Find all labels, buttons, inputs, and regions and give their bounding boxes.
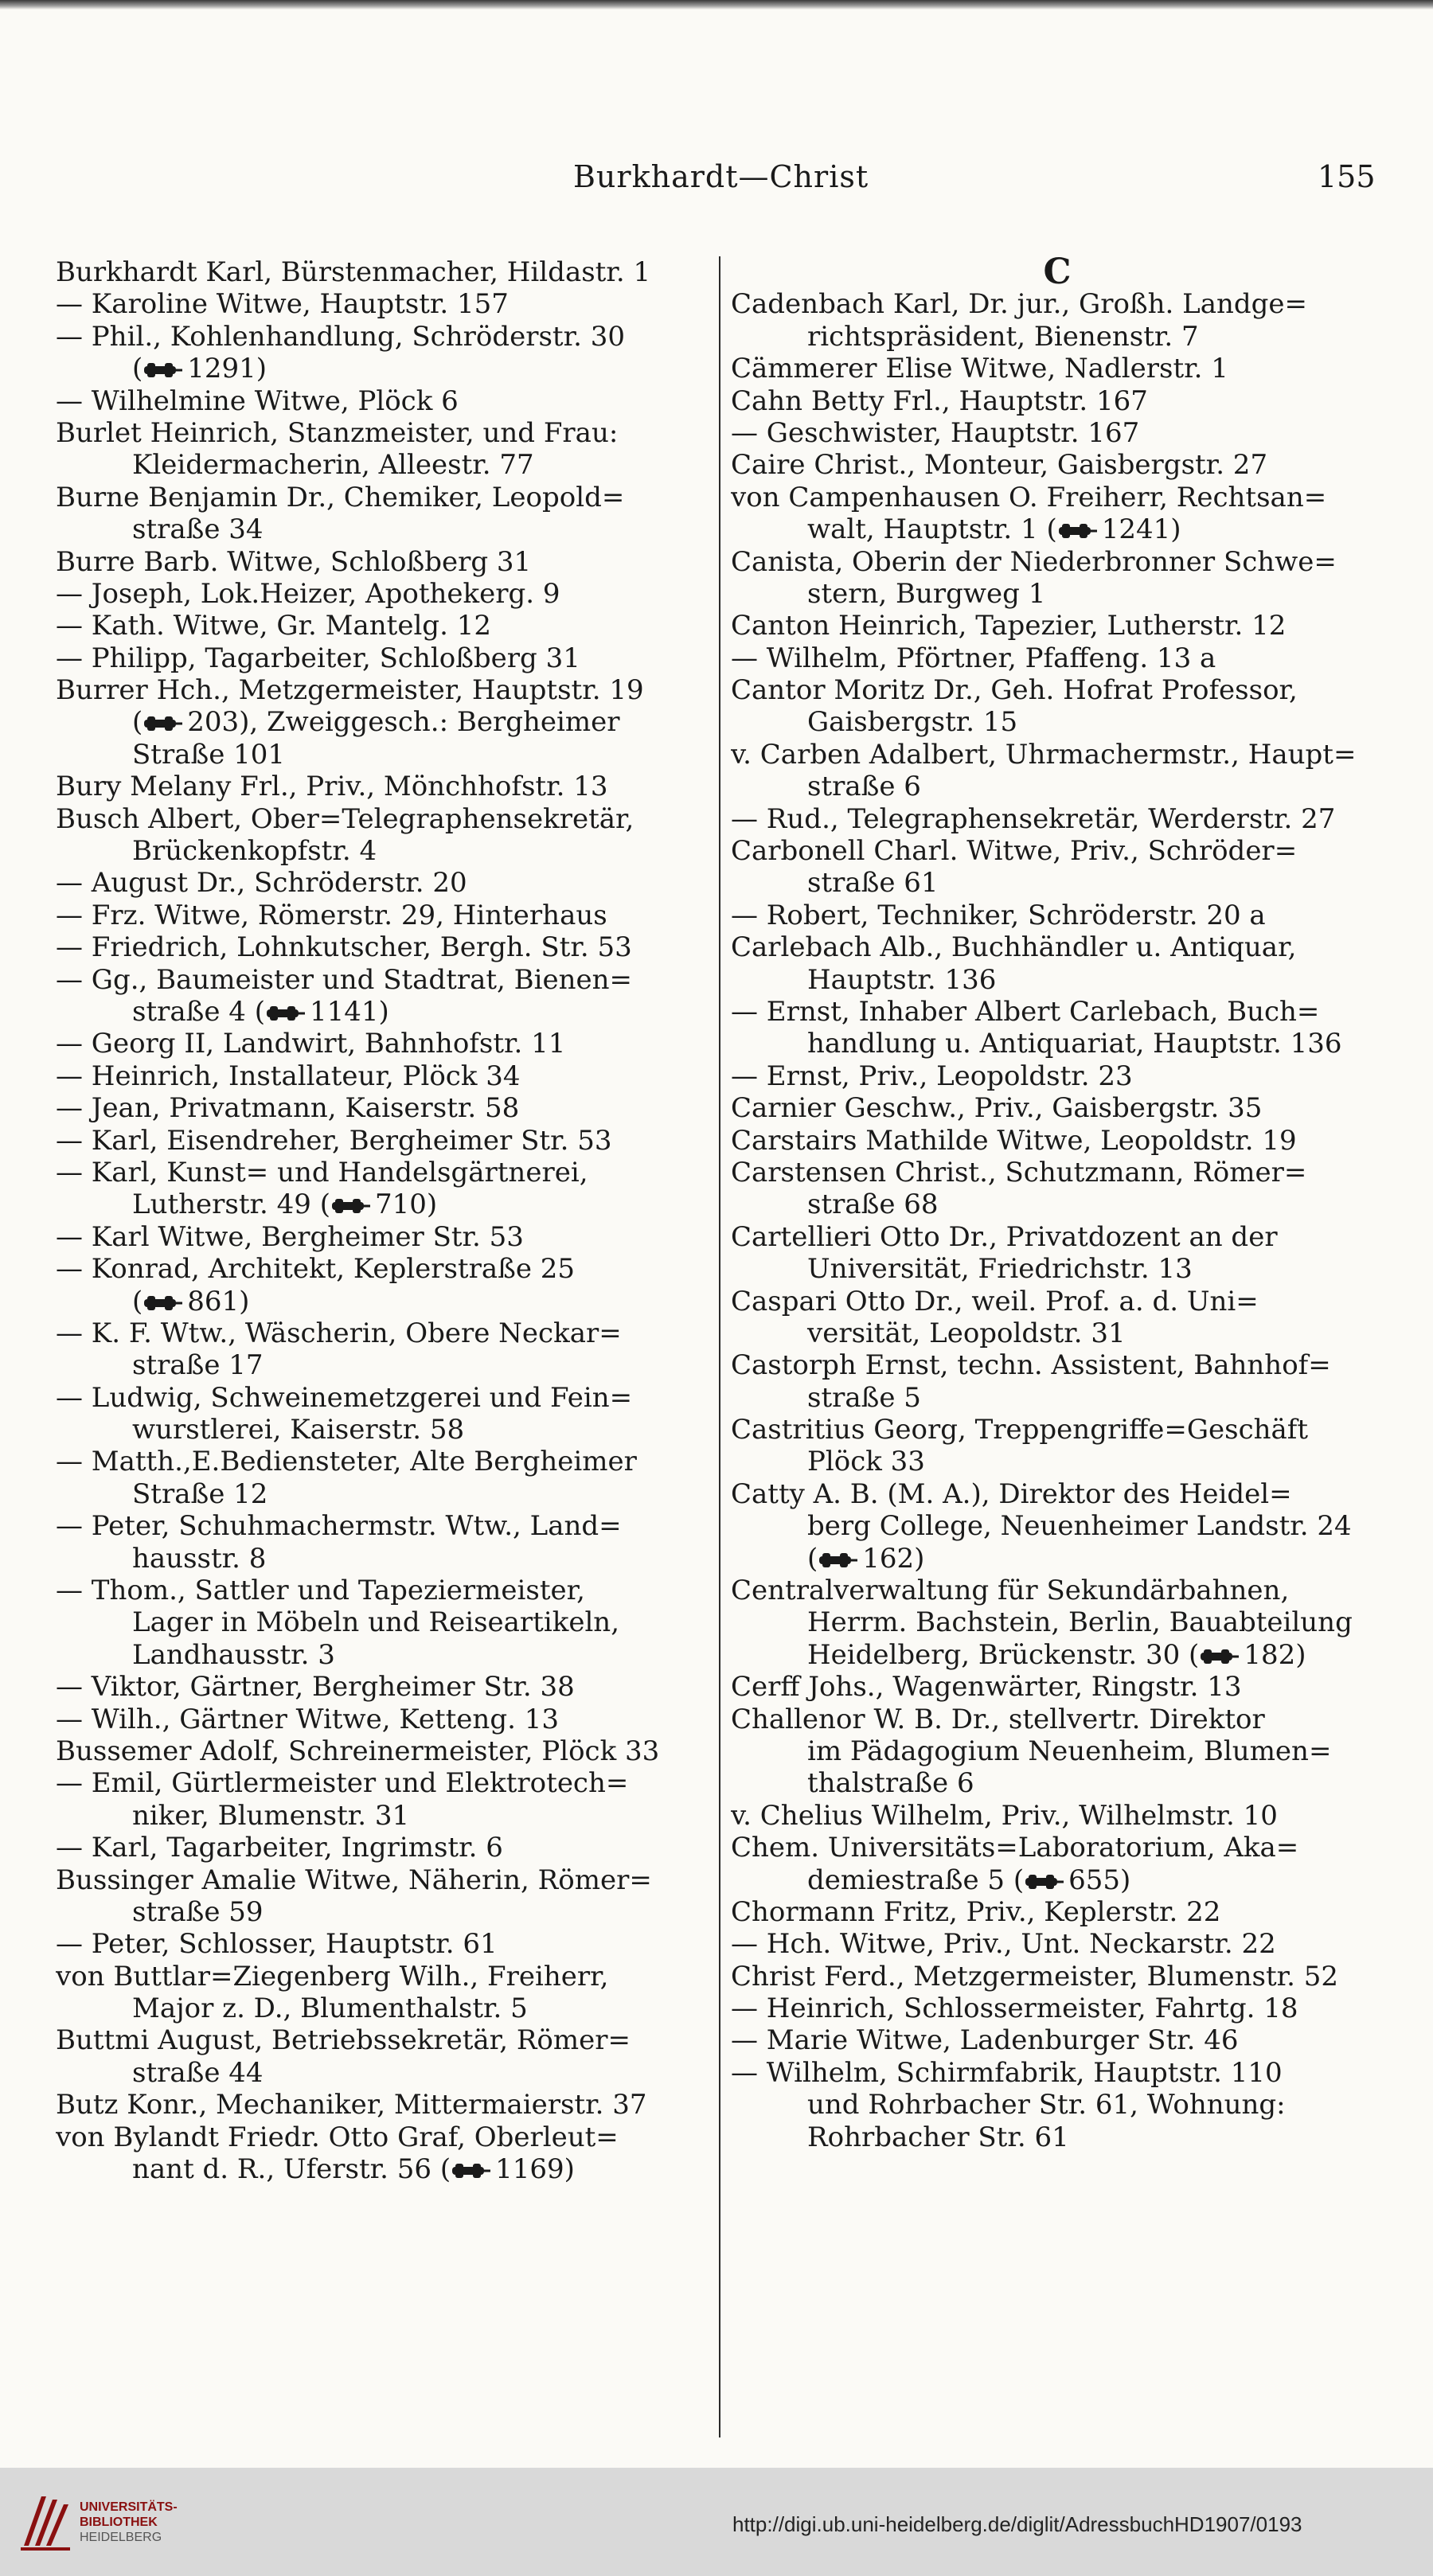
directory-entry-line — [56, 1157, 701, 1188]
directory-entry-line — [56, 1382, 701, 1414]
left-column — [56, 256, 701, 2185]
entry-text: Burlet Heinrich, Stanzmeister, und Frau: — [56, 416, 619, 449]
directory-entry-line — [56, 1349, 701, 1381]
entry-text: Lutherstr. 49 ( 710) — [132, 1188, 438, 1221]
entry-text: Busch Albert, Ober=Telegraphensekretär, — [56, 802, 635, 835]
directory-entry-line — [56, 1221, 701, 1253]
directory-entry-line — [731, 1446, 1384, 1477]
telephone-receiver-icon — [265, 1005, 307, 1022]
directory-entry-line — [731, 321, 1384, 353]
entry-text: Hauptstr. 136 — [807, 963, 997, 996]
entry-text: Canton Heinrich, Tapezier, Lutherstr. 12 — [731, 610, 1287, 642]
entry-text: von Campenhausen O. Freiherr, Rechtsan= — [731, 481, 1327, 513]
directory-entry-line — [731, 2024, 1384, 2056]
directory-entry-line — [56, 2057, 701, 2089]
directory-entry-line — [731, 1832, 1384, 1864]
entry-text: Carstairs Mathilde Witwe, Leopoldstr. 19 — [731, 1124, 1297, 1157]
directory-entry-line — [56, 1928, 701, 1960]
directory-entry-line — [731, 1800, 1384, 1832]
entry-text: Catty A. B. (M. A.), Direktor des Heidel= — [731, 1477, 1292, 1510]
entry-text: Lager in Möbeln und Reiseartikeln, — [132, 1606, 620, 1639]
entry-text: Canista, Oberin der Niederbronner Schwe= — [731, 545, 1337, 578]
entry-text: hausstr. 8 — [132, 1542, 267, 1575]
directory-entry-line — [731, 867, 1384, 899]
directory-entry-line: ( 162) — [807, 1542, 925, 1575]
entry-text: C — [1043, 256, 1072, 289]
entry-text: — Ernst, Inhaber Albert Carlebach, Buch= — [731, 995, 1320, 1028]
entry-text: — Matth.,E.Bediensteter, Alte Bergheimer — [56, 1446, 637, 1478]
entry-text: straße 44 — [132, 2056, 264, 2089]
directory-entry-line — [731, 1349, 1384, 1381]
entry-text: Brückenkopfstr. 4 — [132, 835, 377, 868]
entry-text: — Konrad, Architekt, Keplerstraße 25 — [56, 1253, 576, 1286]
entry-text: Heidelberg, Brückenstr. 30 ( 182) — [807, 1638, 1306, 1671]
directory-entry-line — [731, 771, 1384, 802]
entry-text: von Buttlar=Ziegenberg Wilh., Freiherr, — [56, 1960, 609, 1992]
directory-entry-line: ( 861) — [132, 1285, 250, 1317]
directory-entry-line — [731, 1028, 1384, 1060]
directory-entry-line — [56, 256, 701, 288]
directory-entry-line — [56, 964, 701, 996]
telephone-receiver-icon — [1024, 1873, 1065, 1891]
directory-entry-line — [56, 1092, 701, 1124]
entry-text: Universität, Friedrichstr. 13 — [807, 1253, 1193, 1286]
library-name-line3: HEIDELBERG — [80, 2531, 162, 2544]
directory-entry-line — [56, 642, 701, 674]
directory-entry-line — [56, 867, 701, 899]
directory-entry-line — [56, 900, 701, 931]
directory-entry-line — [731, 1639, 1384, 1671]
entry-text: Carnier Geschw., Priv., Gaisbergstr. 35 — [731, 1092, 1263, 1125]
entry-text: demiestraße 5 ( 655) — [807, 1864, 1131, 1896]
entry-text: Straße 12 — [132, 1477, 268, 1510]
entry-text: — Karl, Kunst= und Handelsgärtnerei, — [56, 1156, 588, 1188]
entry-text: Carbonell Charl. Witwe, Priv., Schröder= — [731, 835, 1298, 868]
directory-entry-line — [731, 449, 1384, 481]
directory-entry-line — [56, 803, 701, 835]
entry-text: niker, Blumenstr. 31 — [132, 1799, 410, 1832]
directory-entry-line — [731, 1510, 1384, 1542]
entry-text: Cerff Johs., Wagenwärter, Ringstr. 13 — [731, 1671, 1242, 1704]
entry-text: — Friedrich, Lohnkutscher, Bergh. Str. 53 — [56, 931, 632, 964]
directory-entry-line — [731, 385, 1384, 417]
directory-entry-line — [731, 288, 1384, 320]
directory-entry-line — [56, 610, 701, 642]
directory-entry-line — [56, 417, 701, 449]
directory-entry-line — [731, 546, 1384, 578]
footer-bar — [0, 2468, 1433, 2576]
entry-text: — Robert, Techniker, Schröderstr. 20 a — [731, 899, 1266, 931]
entry-text: — Frz. Witwe, Römerstr. 29, Hinterhaus — [56, 899, 607, 931]
telephone-receiver-icon — [143, 1294, 184, 1312]
directory-entry-line — [56, 1896, 701, 1928]
entry-text: Burrer Hch., Metzgermeister, Hauptstr. 19 — [56, 674, 644, 707]
directory-entry-line — [731, 1864, 1384, 1896]
directory-entry-line — [56, 771, 701, 802]
page-number: 155 — [1318, 159, 1376, 194]
entry-text: Buttmi August, Betriebssekretär, Römer= — [56, 2024, 631, 2057]
entry-text: Chem. Universitäts=Laboratorium, Aka= — [731, 1832, 1299, 1864]
right-column — [731, 256, 1384, 2153]
directory-entry-line — [731, 1671, 1384, 1703]
source-url-link[interactable]: http://digi.ub.uni-heidelberg.de/diglit/AdressbuchHD1907/0193 — [732, 2512, 1302, 2536]
entry-text: — Heinrich, Schlossermeister, Fahrtg. 18 — [731, 1992, 1298, 2025]
directory-entry-line — [56, 1478, 701, 1510]
entry-text: Cantor Moritz Dr., Geh. Hofrat Professor, — [731, 674, 1298, 707]
directory-entry-line — [56, 1800, 701, 1832]
entry-text: Carstensen Christ., Schutzmann, Römer= — [731, 1156, 1307, 1188]
directory-entry-line — [731, 706, 1384, 738]
directory-entry-line — [731, 1575, 1384, 1606]
entry-text: Butz Konr., Mechaniker, Mittermaierstr. 37 — [56, 2089, 647, 2121]
entry-text: Rohrbacher Str. 61 — [807, 2121, 1069, 2153]
directory-entry-line — [56, 288, 701, 320]
entry-text: Landhausstr. 3 — [132, 1638, 335, 1671]
entry-text: Caire Christ., Monteur, Gaisbergstr. 27 — [731, 449, 1268, 482]
entry-text: Castorph Ernst, techn. Assistent, Bahnhof= — [731, 1349, 1331, 1382]
entry-text: straße 6 — [807, 771, 921, 803]
directory-entry-line — [731, 578, 1384, 610]
entry-text: Plöck 33 — [807, 1446, 925, 1478]
entry-text: Major z. D., Blumenthalstr. 5 — [132, 1992, 528, 2025]
directory-entry-line — [56, 2121, 701, 2153]
entry-text: — Philipp, Tagarbeiter, Schloßberg 31 — [56, 642, 580, 674]
directory-entry-line — [731, 900, 1384, 931]
entry-text: thalstraße 6 — [807, 1767, 974, 1800]
telephone-receiver-icon — [1057, 522, 1099, 540]
directory-entry-line — [56, 1125, 701, 1157]
entry-text: 1291) — [187, 353, 267, 385]
entry-text: Centralverwaltung für Sekundärbahnen, — [731, 1575, 1290, 1607]
directory-entry-line — [731, 417, 1384, 449]
entry-text: — Rud., Telegraphensekretär, Werderstr. 27 — [731, 802, 1336, 835]
directory-entry-line — [731, 803, 1384, 835]
library-name-line2: BIBLIOTHEK — [80, 2516, 158, 2529]
directory-entry-line — [731, 996, 1384, 1028]
directory-entry-line — [731, 1317, 1384, 1349]
entry-text: — Marie Witwe, Ladenburger Str. 46 — [731, 2024, 1239, 2057]
entry-text: — Ludwig, Schweinemetzgerei und Fein= — [56, 1381, 633, 1414]
directory-entry-line — [731, 353, 1384, 384]
directory-entry-line — [56, 1735, 701, 1767]
directory-entry-line — [56, 1639, 701, 1671]
entry-text: Straße 101 — [132, 738, 286, 771]
directory-entry-line — [731, 931, 1384, 963]
entry-text: Christ Ferd., Metzgermeister, Blumenstr. 52 — [731, 1960, 1339, 1992]
entry-text: von Bylandt Friedr. Otto Graf, Oberleut= — [56, 2121, 619, 2153]
directory-entry-line — [56, 996, 701, 1028]
entry-text: — Georg II, Landwirt, Bahnhofstr. 11 — [56, 1028, 566, 1060]
directory-entry-line — [731, 482, 1384, 513]
entry-text: straße 68 — [807, 1188, 939, 1221]
entry-text: 203), Zweiggesch.: Bergheimer — [187, 706, 620, 739]
directory-entry-line — [56, 1446, 701, 1477]
directory-entry-line — [56, 931, 701, 963]
page-top-edge — [0, 0, 1433, 10]
directory-entry-line — [56, 1510, 701, 1542]
directory-entry-line — [731, 1414, 1384, 1446]
entry-text: straße 59 — [132, 1895, 264, 1928]
entry-text: Castritius Georg, Treppengriffe=Geschäft — [731, 1414, 1309, 1446]
entry-text: straße 5 — [807, 1381, 921, 1414]
entry-text: — Thom., Sattler und Tapeziermeister, — [56, 1575, 585, 1607]
entry-text: — Karl, Tagarbeiter, Ingrimstr. 6 — [56, 1832, 503, 1864]
entry-text: — Peter, Schuhmachermstr. Wtw., Land= — [56, 1510, 622, 1543]
entry-text: — Joseph, Lok.Heizer, Apothekerg. 9 — [56, 577, 560, 610]
directory-entry-line — [56, 578, 701, 610]
directory-entry-line — [56, 1253, 701, 1285]
entry-text: Chormann Fritz, Priv., Keplerstr. 22 — [731, 1895, 1221, 1928]
directory-entry-line — [731, 1961, 1384, 1992]
directory-entry-line — [56, 482, 701, 513]
directory-entry-line — [56, 546, 701, 578]
section-letter — [731, 256, 1384, 288]
directory-entry-line — [56, 449, 701, 481]
directory-entry-line — [731, 1992, 1384, 2024]
column-divider — [719, 256, 720, 2437]
directory-entry-line — [56, 2024, 701, 2056]
telephone-receiver-icon — [143, 715, 184, 732]
directory-entry-line — [731, 1253, 1384, 1285]
entry-text: richtspräsident, Bienenstr. 7 — [807, 320, 1199, 353]
telephone-receiver-icon — [818, 1551, 859, 1569]
directory-entry-line — [56, 1832, 701, 1864]
entry-text: Burkhardt Karl, Bürstenmacher, Hildastr. 1 — [56, 256, 651, 288]
directory-entry-line — [56, 1961, 701, 1992]
directory-entry-line — [56, 835, 701, 867]
entry-text: — Viktor, Gärtner, Bergheimer Str. 38 — [56, 1671, 575, 1704]
directory-entry-line — [731, 1382, 1384, 1414]
entry-text: wurstlerei, Kaiserstr. 58 — [132, 1414, 465, 1446]
directory-entry-line — [731, 1092, 1384, 1124]
directory-entry-line — [731, 1286, 1384, 1317]
directory-entry-line — [731, 1221, 1384, 1253]
entry-text: Carlebach Alb., Buchhändler u. Antiquar, — [731, 931, 1297, 964]
directory-entry-line: ( 203), Zweiggesch.: Bergheimer — [132, 706, 620, 739]
page-title: Burkhardt—Christ — [573, 159, 869, 194]
library-name — [80, 2500, 178, 2545]
directory-entry-line — [56, 1028, 701, 1060]
telephone-receiver-icon — [143, 361, 184, 379]
directory-entry-line — [56, 1671, 701, 1703]
entry-text: — Gg., Baumeister und Stadtrat, Bienen= — [56, 963, 633, 996]
entry-text: 861) — [187, 1285, 250, 1317]
entry-text: Bury Melany Frl., Priv., Mönchhofstr. 13 — [56, 771, 608, 803]
directory-entry-line — [731, 2121, 1384, 2153]
entry-text: — Kath. Witwe, Gr. Mantelg. 12 — [56, 610, 491, 642]
entry-text: — Karoline Witwe, Hauptstr. 157 — [56, 288, 509, 321]
directory-entry-line — [731, 674, 1384, 706]
directory-entry-line — [731, 1704, 1384, 1735]
telephone-receiver-icon — [451, 2162, 492, 2180]
entry-text: — Jean, Privatmann, Kaiserstr. 58 — [56, 1092, 520, 1125]
library-name-line1: UNIVERSITÄTS- — [80, 2500, 178, 2514]
directory-entry-line — [731, 1606, 1384, 1638]
directory-entry-line — [731, 835, 1384, 867]
entry-text: Gaisbergstr. 15 — [807, 706, 1018, 739]
directory-entry-line — [56, 321, 701, 353]
entry-text: — Geschwister, Hauptstr. 167 — [731, 416, 1140, 449]
entry-text: Cartellieri Otto Dr., Privatdozent an der — [731, 1220, 1278, 1253]
running-head — [0, 159, 1433, 207]
entry-text: Cadenbach Karl, Dr. jur., Großh. Landge= — [731, 288, 1308, 321]
telephone-receiver-icon — [330, 1197, 372, 1215]
entry-text: — Karl, Eisendreher, Bergheimer Str. 53 — [56, 1124, 612, 1157]
entry-text: 162) — [862, 1542, 925, 1575]
entry-text: — Wilhelm, Pförtner, Pfaffeng. 13 a — [731, 642, 1216, 674]
directory-entry-line — [731, 513, 1384, 545]
directory-entry-line — [56, 1060, 701, 1092]
entry-text: Cämmerer Elise Witwe, Nadlerstr. 1 — [731, 353, 1228, 385]
directory-entry-line — [56, 739, 701, 771]
entry-text: Challenor W. B. Dr., stellvertr. Direktor — [731, 1703, 1265, 1735]
entry-text: straße 61 — [807, 867, 939, 900]
telephone-receiver-icon — [1199, 1648, 1240, 1665]
directory-entry-line — [731, 1767, 1384, 1799]
entry-text: v. Chelius Wilhelm, Priv., Wilhelmstr. 10 — [731, 1799, 1278, 1832]
directory-entry-line — [731, 1928, 1384, 1960]
directory-entry-line — [731, 610, 1384, 642]
directory-entry-line — [56, 2153, 701, 2185]
directory-entry-line — [731, 1188, 1384, 1220]
entry-text: im Pädagogium Neuenheim, Blumen= — [807, 1735, 1332, 1767]
directory-entry-line — [731, 2057, 1384, 2089]
entry-text: — K. F. Wtw., Wäscherin, Obere Neckar= — [56, 1317, 622, 1349]
entry-text: Herrm. Bachstein, Berlin, Bauabteilung — [807, 1606, 1353, 1639]
entry-text: Kleidermacherin, Alleestr. 77 — [132, 449, 534, 482]
directory-entry-line — [731, 1735, 1384, 1767]
directory-entry-line — [731, 2089, 1384, 2121]
entry-text: berg College, Neuenheimer Landstr. 24 — [807, 1510, 1352, 1543]
entry-text: und Rohrbacher Str. 61, Wohnung: — [807, 2089, 1286, 2121]
entry-text: Bussemer Adolf, Schreinermeister, Plöck 33 — [56, 1735, 660, 1767]
entry-text: Caspari Otto Dr., weil. Prof. a. d. Uni= — [731, 1285, 1259, 1317]
entry-text: walt, Hauptstr. 1 ( 1241) — [807, 513, 1181, 546]
directory-entry-line: ( 1291) — [132, 353, 267, 385]
directory-entry-line — [56, 1864, 701, 1896]
directory-entry-line — [56, 1543, 701, 1575]
directory-entry-line — [56, 1767, 701, 1799]
directory-entry-line — [731, 964, 1384, 996]
directory-entry-line — [56, 1414, 701, 1446]
entry-text: nant d. R., Uferstr. 56 ( 1169) — [132, 2153, 575, 2186]
directory-entry-line — [731, 642, 1384, 674]
entry-text: handlung u. Antiquariat, Hauptstr. 136 — [807, 1028, 1342, 1060]
directory-entry-line — [56, 1188, 701, 1220]
entry-text: v. Carben Adalbert, Uhrmachermstr., Haupt= — [731, 738, 1357, 771]
entry-text: — Ernst, Priv., Leopoldstr. 23 — [731, 1060, 1133, 1092]
directory-entry-line — [731, 1060, 1384, 1092]
directory-entry-line — [731, 1478, 1384, 1510]
entry-text: — Wilhelmine Witwe, Plöck 6 — [56, 384, 459, 417]
entry-text: Burre Barb. Witwe, Schloßberg 31 — [56, 545, 532, 578]
directory-entry-line — [731, 1125, 1384, 1157]
entry-text: Burne Benjamin Dr., Chemiker, Leopold= — [56, 481, 625, 513]
entry-text: — Heinrich, Installateur, Plöck 34 — [56, 1060, 521, 1092]
directory-entry-line — [731, 739, 1384, 771]
directory-entry-line — [731, 1896, 1384, 1928]
directory-entry-line — [56, 385, 701, 417]
entry-text: — August Dr., Schröderstr. 20 — [56, 867, 467, 900]
entry-text: — Peter, Schlosser, Hauptstr. 61 — [56, 1928, 498, 1961]
entry-text: Cahn Betty Frl., Hauptstr. 167 — [731, 384, 1148, 417]
directory-entry-line — [56, 1992, 701, 2024]
directory-entry-line — [56, 1317, 701, 1349]
directory-entry-line — [731, 1157, 1384, 1188]
entry-text: straße 17 — [132, 1349, 264, 1382]
entry-text: — Phil., Kohlenhandlung, Schröderstr. 30 — [56, 320, 625, 353]
directory-entry-line — [56, 1606, 701, 1638]
entry-text: — Karl Witwe, Bergheimer Str. 53 — [56, 1220, 524, 1253]
entry-text: — Emil, Gürtlermeister und Elektrotech= — [56, 1767, 629, 1800]
directory-entry-line — [56, 513, 701, 545]
entry-text: — Wilhelm, Schirmfabrik, Hauptstr. 110 — [731, 2056, 1283, 2089]
university-library-logo — [18, 2490, 73, 2554]
directory-entry-line — [56, 2089, 701, 2121]
entry-text: versität, Leopoldstr. 31 — [807, 1317, 1126, 1349]
entry-text: — Wilh., Gärtner Witwe, Ketteng. 13 — [56, 1703, 559, 1735]
directory-entry-line — [56, 1575, 701, 1606]
entry-text: — Hch. Witwe, Priv., Unt. Neckarstr. 22 — [731, 1928, 1276, 1961]
entry-text: stern, Burgweg 1 — [807, 577, 1046, 610]
entry-text: Bussinger Amalie Witwe, Näherin, Römer= — [56, 1864, 652, 1896]
entry-text: straße 34 — [132, 513, 264, 546]
directory-entry-line — [56, 674, 701, 706]
entry-text: straße 4 ( 1141) — [132, 995, 389, 1028]
directory-entry-line — [56, 1704, 701, 1735]
